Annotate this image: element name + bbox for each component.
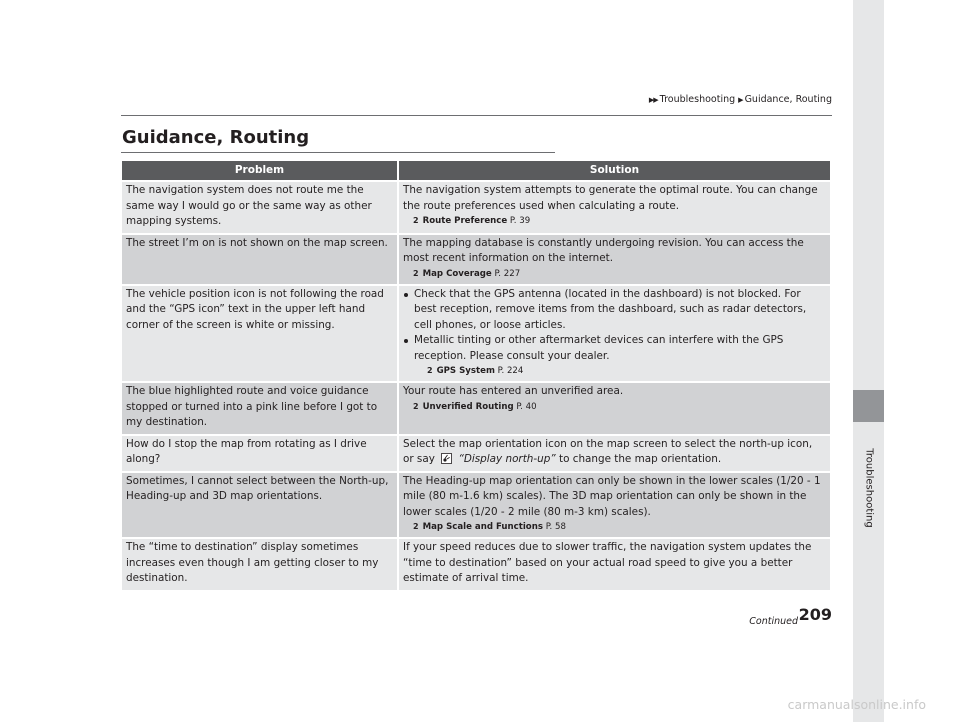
bullet-item: Check that the GPS antenna (located in the dashboard) is not blocked. For best reception, remove items from the dashboard, such as radar detectors, cell phones, or loose articles. xyxy=(403,287,826,334)
continued-label: Continued xyxy=(749,616,798,627)
page-title: Guidance, Routing xyxy=(122,127,310,148)
breadcrumb-subsection[interactable]: Guidance, Routing xyxy=(744,94,832,105)
table-row xyxy=(122,382,830,435)
solution-text: Select the map orientation icon on the map screen to select the north-up icon, or say xyxy=(403,437,813,465)
title-underline xyxy=(121,152,555,153)
cross-reference-link[interactable] xyxy=(403,400,826,414)
table-row xyxy=(122,285,830,383)
table-header-row xyxy=(122,161,830,181)
page-number: 209 xyxy=(798,605,832,624)
side-tab xyxy=(853,0,884,722)
xref-page: P. 40 xyxy=(516,401,537,412)
breadcrumb-arrow-icon: ▶▶ xyxy=(648,96,658,104)
xref-title: Unverified Routing xyxy=(422,401,514,412)
troubleshooting-table xyxy=(122,161,830,590)
solution-bullet-list xyxy=(403,287,826,365)
xref-title: Map Coverage xyxy=(422,268,492,279)
side-tab-marker xyxy=(853,390,884,422)
xref-arrow-icon: 2 xyxy=(413,522,419,531)
solution-text: The Heading-up map orientation can only be shown in the lower scales (1/20 - 1 mile (80 m-1.6 km) scales). The 3D map orientation can only be shown in the lower scales (1/20 - 2 mile (80 m-3 km) scales). xyxy=(403,474,821,518)
xref-page: P. 224 xyxy=(497,366,524,376)
watermark: carmanualsonline.info xyxy=(787,697,926,712)
solution-text: The navigation system attempts to generate the optimal route. You can change the route preferences used when calculating a route. xyxy=(403,184,818,212)
table-row xyxy=(122,538,830,590)
solution-text: to change the map orientation. xyxy=(559,453,722,465)
solution-cell xyxy=(398,285,830,383)
problem-cell: Sometimes, I cannot select between the North-up, Heading-up and 3D map orientations. xyxy=(122,472,398,539)
cross-reference-link[interactable] xyxy=(403,364,826,378)
solution-cell xyxy=(398,382,830,435)
xref-title: GPS System xyxy=(436,366,495,376)
table-row xyxy=(122,435,830,472)
table-row xyxy=(122,181,830,234)
solution-cell xyxy=(398,234,830,285)
xref-page: P. 39 xyxy=(509,216,531,226)
xref-arrow-icon: 2 xyxy=(427,366,433,375)
table-row xyxy=(122,472,830,539)
header-divider xyxy=(121,115,832,116)
cross-reference-link[interactable] xyxy=(403,520,826,534)
cross-reference-link[interactable] xyxy=(403,267,826,281)
solution-cell xyxy=(398,435,830,472)
problem-cell: How do I stop the map from rotating as I drive along? xyxy=(122,435,398,472)
problem-cell: The navigation system does not route me the same way I would go or the same way as other mapping systems. xyxy=(122,181,398,234)
problem-cell: The blue highlighted route and voice guidance stopped or turned into a pink line before I got to my destination. xyxy=(122,382,398,435)
solution-text: The mapping database is constantly undergoing revision. You can access the most recent information on the internet. xyxy=(403,236,804,264)
xref-arrow-icon: 2 xyxy=(413,216,419,225)
cross-reference-link[interactable] xyxy=(403,214,826,228)
problem-cell: The vehicle position icon is not following the road and the “GPS icon” text in the upper left hand corner of the screen is white or missing. xyxy=(122,285,398,383)
talk-button-icon xyxy=(441,453,452,464)
bullet-item: Metallic tinting or other aftermarket devices can interfere with the GPS reception. Please consult your dealer. xyxy=(403,333,826,364)
solution-cell: If your speed reduces due to slower traffic, the navigation system updates the “time to destination” based on your actual road speed to give you a better estimate of arrival time. xyxy=(398,538,830,590)
xref-page: P. 227 xyxy=(494,268,521,279)
xref-title: Route Preference xyxy=(422,216,508,226)
xref-arrow-icon: 2 xyxy=(413,268,419,278)
solution-text: Your route has entered an unverified area. xyxy=(403,385,624,397)
xref-arrow-icon: 2 xyxy=(413,401,419,411)
problem-cell: The “time to destination” display sometimes increases even though I am getting closer to my destination. xyxy=(122,538,398,590)
solution-cell xyxy=(398,472,830,539)
column-header-solution: Solution xyxy=(398,161,830,181)
side-tab-label[interactable]: Troubleshooting xyxy=(863,448,875,528)
column-header-problem: Problem xyxy=(122,161,398,181)
breadcrumb xyxy=(649,94,832,105)
solution-cell xyxy=(398,181,830,234)
voice-command: “Display north-up” xyxy=(458,453,556,465)
xref-title: Map Scale and Functions xyxy=(422,522,543,532)
problem-cell: The street I’m on is not shown on the map screen. xyxy=(122,234,398,285)
breadcrumb-arrow-icon: ▶ xyxy=(738,96,743,104)
breadcrumb-section[interactable]: Troubleshooting xyxy=(659,94,736,105)
table-row xyxy=(122,234,830,285)
xref-page: P. 58 xyxy=(545,522,566,532)
